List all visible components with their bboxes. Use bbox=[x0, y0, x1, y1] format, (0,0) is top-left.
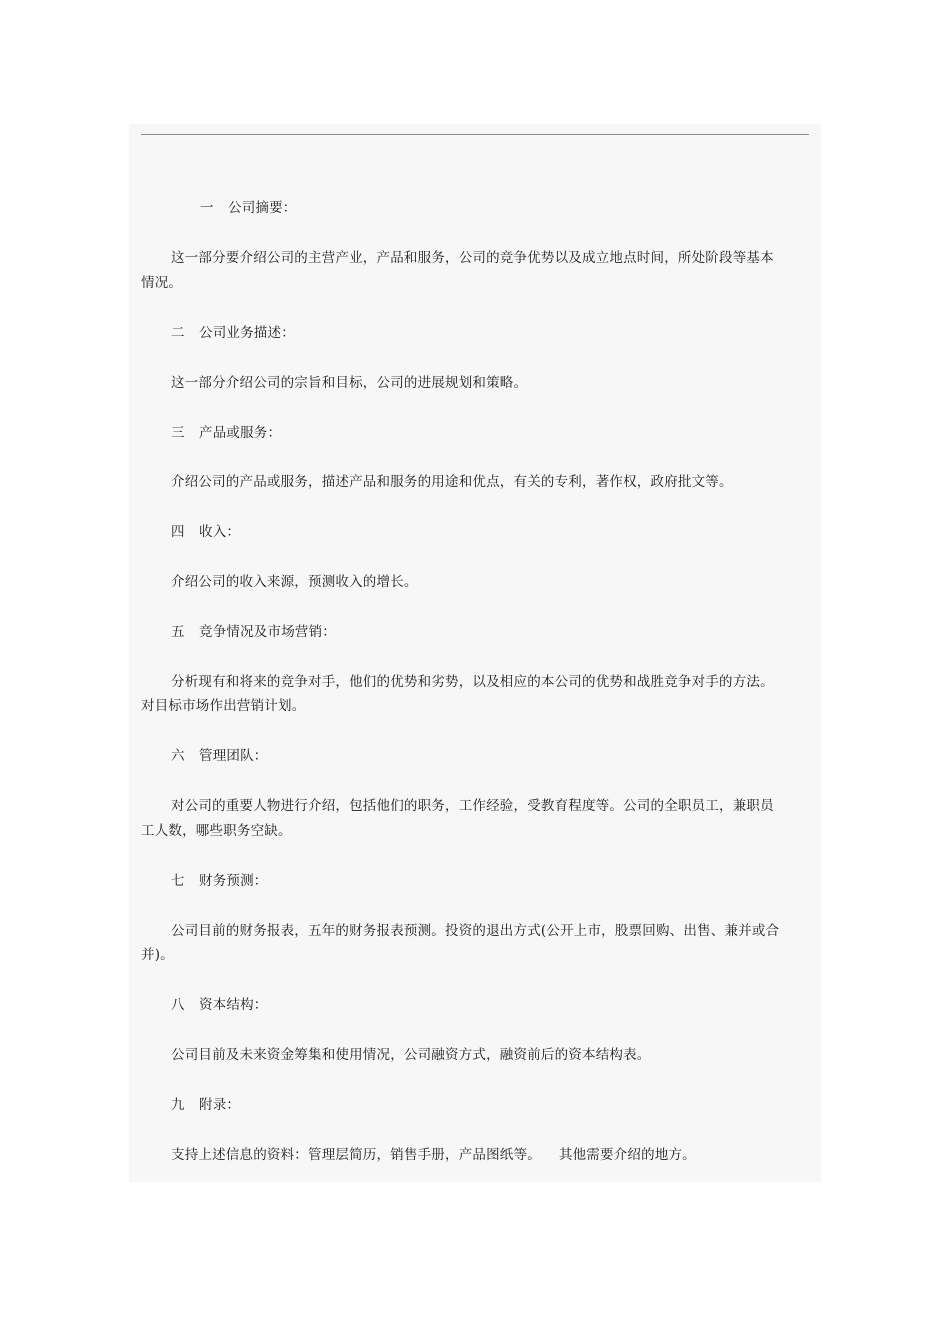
section-body-5-line-1: 分析现有和将来的竞争对手，他们的优势和劣势，以及相应的本公司的优势和战胜竞争对手的方法。 bbox=[171, 674, 774, 690]
section-body-5-line-2: 对目标市场作出营销计划。 bbox=[141, 698, 306, 714]
section-number: 四 bbox=[171, 524, 185, 540]
section-title: 公司业务描述： bbox=[199, 325, 295, 341]
section-title: 竞争情况及市场营销： bbox=[199, 624, 336, 640]
section-heading-7 bbox=[171, 869, 268, 893]
section-body-9-line-1: 支持上述信息的资料：管理层简历，销售手册，产品图纸等。 其他需要介绍的地方。 bbox=[171, 1147, 696, 1163]
section-heading-1 bbox=[200, 196, 297, 220]
section-heading-3 bbox=[171, 421, 281, 445]
section-body-1-line-1: 这一部分要介绍公司的主营产业，产品和服务，公司的竞争优势以及成立地点时间，所处阶段等基本 bbox=[171, 250, 774, 266]
section-heading-5 bbox=[171, 620, 336, 644]
section-number: 一 bbox=[200, 200, 214, 216]
section-title: 管理团队： bbox=[199, 748, 268, 764]
section-title: 收入： bbox=[199, 524, 241, 540]
section-body-3-line-1: 介绍公司的产品或服务，描述产品和服务的用途和优点，有关的专利，著作权，政府批文等。 bbox=[171, 474, 733, 490]
section-number: 九 bbox=[171, 1097, 185, 1113]
section-number: 六 bbox=[171, 748, 185, 764]
section-heading-9 bbox=[171, 1093, 240, 1117]
document-panel bbox=[129, 124, 821, 1182]
section-number: 二 bbox=[171, 325, 185, 341]
section-body-6-line-2: 工人数，哪些职务空缺。 bbox=[141, 823, 292, 839]
section-heading-2 bbox=[171, 321, 295, 345]
section-title: 财务预测： bbox=[199, 873, 268, 889]
section-title: 资本结构： bbox=[199, 997, 268, 1013]
section-body-4-line-1: 介绍公司的收入来源，预测收入的增长。 bbox=[171, 574, 418, 590]
section-title: 公司摘要： bbox=[228, 200, 297, 216]
section-heading-4 bbox=[171, 520, 240, 544]
section-number: 五 bbox=[171, 624, 185, 640]
section-body-8-line-1: 公司目前及未来资金筹集和使用情况，公司融资方式，融资前后的资本结构表。 bbox=[171, 1047, 651, 1063]
section-body-6-line-1: 对公司的重要人物进行介绍，包括他们的职务，工作经验，受教育程度等。公司的全职员工，兼职员 bbox=[171, 798, 774, 814]
section-body-7-line-1: 公司目前的财务报表，五年的财务报表预测。投资的退出方式(公开上市，股票回购、出售、兼并或合 bbox=[171, 923, 780, 939]
section-number: 七 bbox=[171, 873, 185, 889]
section-title: 附录： bbox=[199, 1097, 241, 1113]
section-body-1-line-2: 情况。 bbox=[141, 275, 183, 291]
section-body-7-line-2: 并)。 bbox=[141, 947, 174, 963]
section-body-2-line-1: 这一部分介绍公司的宗旨和目标，公司的进展规划和策略。 bbox=[171, 375, 528, 391]
section-title: 产品或服务： bbox=[199, 425, 282, 441]
section-number: 八 bbox=[171, 997, 185, 1013]
section-heading-6 bbox=[171, 744, 268, 768]
section-number: 三 bbox=[171, 425, 185, 441]
section-heading-8 bbox=[171, 993, 268, 1017]
top-divider bbox=[141, 134, 809, 135]
